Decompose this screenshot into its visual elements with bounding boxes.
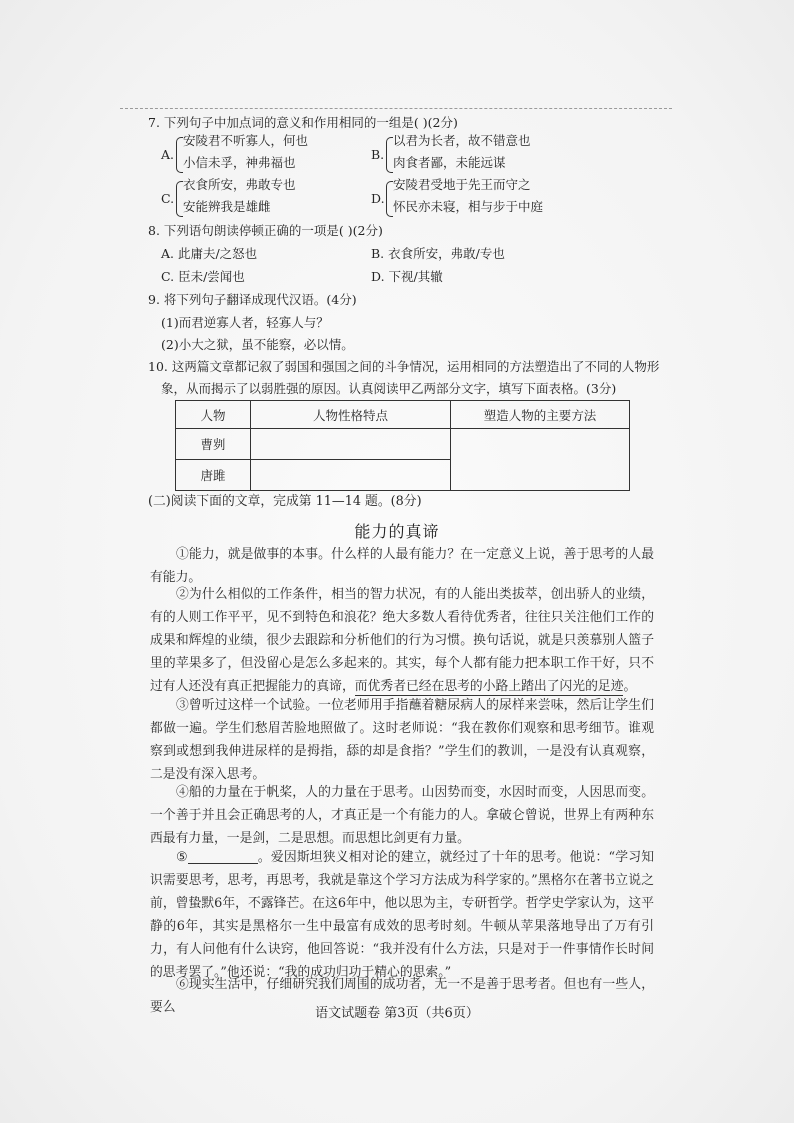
table-row-caogui-name: 曹刿: [176, 429, 251, 460]
paragraph-2-text: ②为什么相似的工作条件，相当的智力状况，有的人能出类拔萃，创出骄人的业绩，有的人则工作平平，见不到特色和浪花？绝大多数人看待优秀者，往往只关注他们工作的成果和辉煌的业绩，很少去跟踪和分析他们的行为习惯。换句话说，就是只羡慕别人篮子里的苹果多了，但没留心是怎么多起来的。其实，每个人都有能力把本职工作干好，只不过有人还没有真正把握能力的真谛，: [150, 587, 654, 694]
q7-option-c-brace: [176, 181, 183, 217]
q7-option-b-brace: [386, 137, 393, 173]
article-title: 能力的真谛: [354, 522, 440, 541]
paragraph-5-fill-blank[interactable]: [188, 851, 258, 864]
q7-option-d-line1: 安陵君受地于先王而守之: [393, 177, 531, 192]
q7-option-d-brace: [386, 181, 393, 217]
paragraph-1-text: ①能力，就是做事的本事。什么样的人最有能力？在一定意义上说，善于思考的人最有能力。: [150, 547, 654, 585]
article-paragraph-3: [150, 694, 654, 786]
q7-stem: 7. 下列句子中加点词的意义和作用相同的一组是( )(2分): [148, 115, 458, 130]
table-row-tangju-name: 唐雎: [176, 460, 251, 491]
table-header-traits: 人物性格特点: [251, 401, 451, 429]
q8-option-c: C. 臣未/尝闻也: [161, 269, 245, 284]
q10-stem-line1: 10. 这两篇文章都记叙了弱国和强国之间的斗争情况，运用相同的方法塑造出了不同的人物形: [148, 359, 660, 374]
article-paragraph-2: [150, 583, 654, 698]
q7-option-a-label: A.: [161, 147, 175, 162]
article-paragraph-5: [150, 846, 654, 984]
paragraph-3-text: ③曾听过这样一个试验。一位老师用手指蘸着糖尿病人的尿样来尝味，然后让学生们都做一遍。学生们愁眉苦脸地照做了。这时老师说：“我在教你们观察和思考细节。谁观察到或想到我伸进尿样的是拇指，舔的却是食指？”学生们的教训，一是没有认真观察，二是没有深入思考。: [150, 698, 654, 782]
q9-sentence-2: (2)小大之狱，虽不能察，必以情。: [161, 337, 354, 352]
q7-option-d-label: D.: [371, 191, 385, 206]
q7-option-a-line2: 小信未孚，神弗福也: [183, 155, 296, 170]
q7-option-b-label: B.: [371, 147, 385, 162]
page-top-dashed-line: [120, 108, 672, 109]
q7-option-a-line1: 安陵君不听寡人，何也: [183, 133, 309, 148]
q7-option-c-label: C.: [161, 191, 175, 206]
paragraph-2-underlined-sentence: 而优秀者已经在思考的小路上踏出了闪光的足迹: [354, 679, 624, 694]
q8-option-d: D. 下视/其辙: [371, 269, 443, 284]
page-footer: 语文试题卷 第3页（共6页）: [315, 1006, 479, 1021]
paragraph-6-text: ⑥现实生活中，仔细研究我们周围的成功者，无一不是善于思考者。但也有一些人，要么: [150, 977, 654, 1015]
q8-stem: 8. 下列语句朗读停顿正确的一项是( )(2分): [148, 223, 383, 238]
q9-sentence-1: (1)而君逆寡人者，轻寡人与？: [161, 315, 329, 330]
paragraph-2-end: 。: [623, 679, 637, 694]
q7-option-b-line1: 以君为长者，故不错意也: [393, 133, 531, 148]
q7-option-c-line2: 安能辨我是雄雌: [183, 199, 271, 214]
table-header-methods: 塑造人物的主要方法: [451, 401, 630, 429]
paragraph-4-text: ④船的力量在于帆桨，人的力量在于思考。山因势而变，水因时而变，人因思而变。一个善于并且会正确思考的人，才真正是一个有能力的人。拿破仑曾说，世界上有两种东西最有力量，一是剑，二是思想。而思想比剑更有力量。: [150, 785, 654, 846]
paragraph-5-text: 。爱因斯坦狭义相对论的建立，就经过了十年的思考。他说：“学习知识需要思考，思考，再思考，我就是靠这个学习方法成为科学家的。”黑格尔在著书立说之前，曾蛰默6年，不露锋芒。在这6年中，他以思为主，专研哲学。哲学史学家认为，这平静的6年，其实是黑格尔一生中最富有成效的思考时刻。牛顿从苹果落地导出了万有引力，有人问他有什么诀窍，他回答说：“我并没有什么方法，只是对于一件事情作长时间的思考罢了。”他还说：“我的成功归功于精心的思索。”: [150, 850, 654, 980]
q7-option-a-brace: [176, 137, 183, 173]
q8-option-b: B. 衣食所安，弗敢/专也: [371, 246, 505, 261]
table-row-tangju-traits-cell[interactable]: [251, 460, 451, 491]
q9-stem: 9. 将下列句子翻译成现代汉语。(4分): [148, 292, 357, 307]
table-header-character: 人物: [176, 401, 251, 429]
paragraph-5-number: ⑤: [176, 850, 188, 865]
q7-option-d-line2: 怀民亦未寝，相与步于中庭: [393, 199, 544, 214]
q7-option-c-line1: 衣食所安，弗敢专也: [183, 177, 296, 192]
q7-option-b-line2: 肉食者鄙，未能远谋: [393, 155, 506, 170]
article-paragraph-4: [150, 781, 654, 850]
q10-stem-line2: 象，从而揭示了以弱胜强的原因。认真阅读甲乙两部分文字，填写下面表格。(3分): [161, 381, 617, 396]
q8-option-a: A. 此庸夫/之怒也: [161, 246, 258, 261]
section-2-heading: (二)阅读下面的文章，完成第 11—14 题。(8分): [148, 494, 422, 509]
table-methods-cell[interactable]: [451, 429, 630, 491]
q10-answer-table: [175, 400, 630, 491]
table-row-caogui-traits-cell[interactable]: [251, 429, 451, 460]
